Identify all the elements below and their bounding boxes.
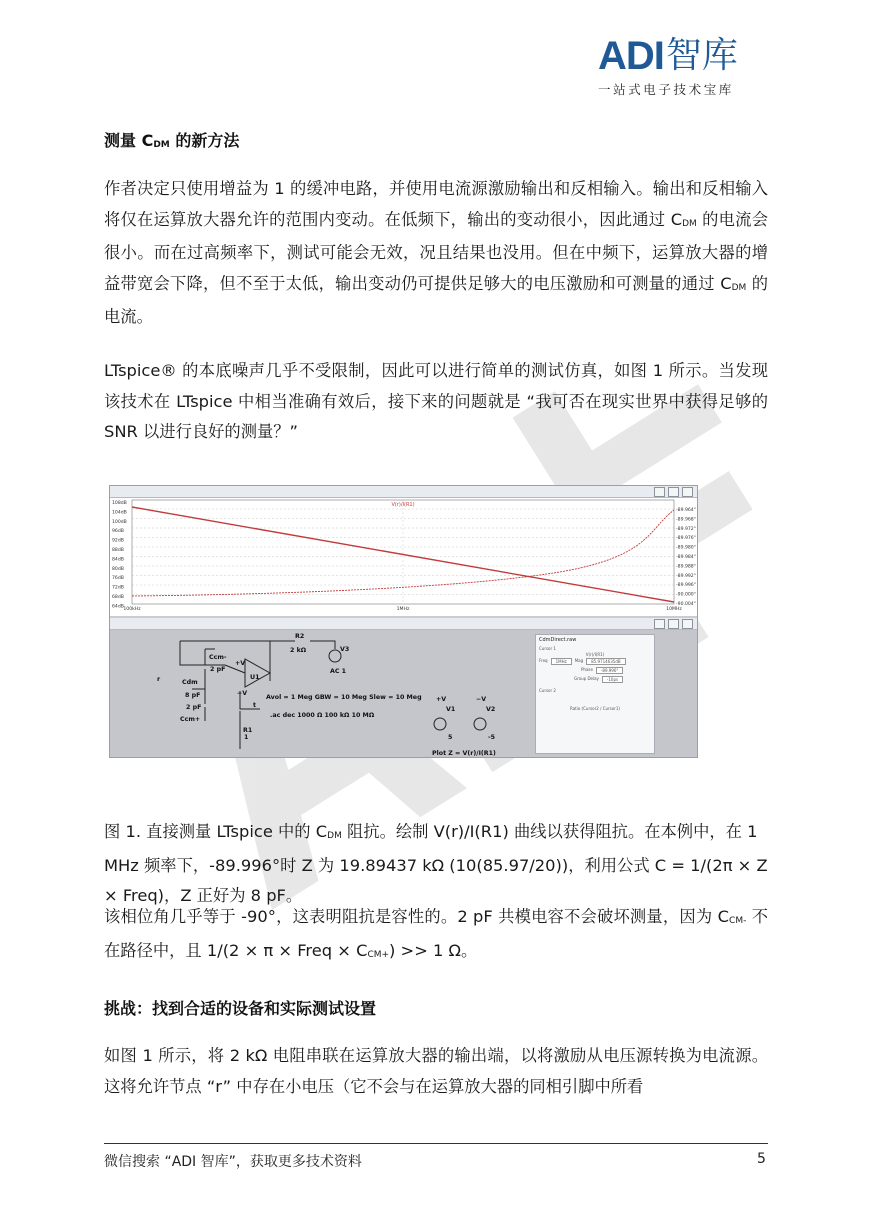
svg-text:V2: V2	[486, 706, 496, 713]
right-axis-tick: -89.992°	[676, 573, 697, 579]
svg-text:r: r	[157, 676, 161, 683]
page-number: 5	[757, 1151, 766, 1167]
bode-plot	[110, 498, 697, 616]
svg-text:+V: +V	[436, 696, 447, 703]
left-axis-tick: 64dB	[112, 604, 124, 610]
cursor-dialog[interactable]: CdmDirect.raw Cursor 1 V(r)/I(R1) Freq 1MHz Mag 85.9714635dB Phase -89.996° Group Delay -10ps Cursor 2 Ratio (Cursor2 / Cursor1)	[535, 634, 655, 754]
left-axis-tick: 72dB	[112, 585, 124, 591]
schematic-window	[110, 618, 697, 757]
right-axis-tick: -89.968°	[676, 517, 697, 523]
minimize-icon[interactable]	[654, 619, 665, 629]
section-heading: 测量 $C_{DM}$ 的新方法	[104, 131, 240, 150]
x-axis-tick: 1MHz	[396, 607, 410, 612]
x-axis-tick: 100kHz	[123, 607, 141, 612]
right-axis-tick: -89.980°	[676, 545, 697, 551]
svg-text:R2: R2	[295, 633, 305, 640]
svg-text:Ccm-: Ccm-	[209, 654, 227, 661]
svg-text:-5: -5	[488, 734, 495, 741]
right-axis-tick: -90.004°	[676, 602, 697, 607]
right-axis-tick: -90.000°	[676, 592, 697, 598]
svg-text:Ccm+: Ccm+	[180, 716, 201, 723]
svg-text:−V: −V	[237, 690, 248, 697]
right-axis-tick: -89.972°	[676, 526, 697, 532]
left-axis-tick: 80dB	[112, 566, 124, 572]
trace-label: V(r)/I(R1)	[391, 502, 415, 508]
paragraph: 该相位角几乎等于 -90°，这表明阻抗是容性的。2 pF 共模电容不会破坏测量，因为 $C_{CM-}$ 不在路径中，且 1/(2 × π × Freq × $C_{CM+}) >> 1$ Ω。	[104, 907, 768, 960]
footer-divider	[104, 1143, 768, 1144]
section-heading-2: 挑战：找到合适的设备和实际测试设置	[104, 999, 377, 1018]
left-axis-tick: 108dB	[112, 501, 127, 506]
dialog-title: CdmDirect.raw	[539, 637, 577, 643]
close-icon[interactable]	[682, 619, 693, 629]
paragraph: 如图 1 所示，将 2 kΩ 电阻串联在运算放大器的输出端，以将激励从电压源转换为电流源。这将允许节点 “r” 中存在小电压（它不会与在运算放大器的同相引脚中所看	[104, 1046, 768, 1096]
left-axis-tick: 84dB	[112, 557, 124, 563]
svg-text:Avol = 1 Meg GBW = 10 Meg Slew: Avol = 1 Meg GBW = 10 Meg Slew = 10 Meg	[266, 694, 422, 701]
svg-text:Plot Z = V(r)/I(R1): Plot Z = V(r)/I(R1)	[432, 750, 496, 757]
right-axis-tick: -89.976°	[676, 536, 697, 542]
svg-text:U1: U1	[250, 674, 260, 681]
logo-brand: ADI	[598, 34, 664, 78]
svg-text:8 pF: 8 pF	[185, 692, 201, 699]
freq-field[interactable]: 1MHz	[551, 658, 572, 665]
svg-text:AC 1: AC 1	[330, 668, 347, 675]
left-axis-tick: 88dB	[112, 548, 124, 553]
svg-text:t: t	[253, 702, 257, 709]
right-axis-tick: -89.964°	[676, 508, 697, 513]
right-axis-tick: -89.984°	[676, 555, 697, 560]
left-axis-tick: 104dB	[112, 510, 127, 516]
left-axis-tick: 100dB	[112, 519, 127, 525]
svg-text:2 pF: 2 pF	[210, 666, 226, 673]
left-axis-tick: 96dB	[112, 529, 124, 535]
svg-text:5: 5	[448, 734, 453, 741]
svg-text:Cdm: Cdm	[182, 679, 198, 686]
svg-text:V3: V3	[340, 646, 350, 653]
plot-window-titlebar	[110, 486, 697, 498]
figure-caption: 图 1. 直接测量 LTspice 中的 $C_{DM}$ 阻抗。绘制 V(r)/I(R1) 曲线以获得阻抗。在本例中，在 1 MHz 频率下，-89.996°时 Z 为 19.89437 kΩ (10(85.97/20))，利用公式 C = 1/(2π × Z × Freq)，Z 正好为 8 pF。	[104, 822, 768, 905]
logo-brand-cn: 智库	[665, 35, 738, 76]
close-icon[interactable]	[682, 487, 693, 497]
svg-text:2 pF: 2 pF	[186, 704, 202, 711]
svg-text:.ac dec 1000 Ω 100 kΩ 10 MΩ: .ac dec 1000 Ω 100 kΩ 10 MΩ	[270, 712, 375, 719]
ltspice-screenshot	[109, 485, 698, 758]
maximize-icon[interactable]	[668, 487, 679, 497]
left-axis-tick: 76dB	[112, 576, 124, 582]
minimize-icon[interactable]	[654, 487, 665, 497]
footer-text: 微信搜索 “ADI 智库”，获取更多技术资料	[104, 1154, 362, 1170]
adi-logo	[598, 34, 768, 98]
svg-text:2 kΩ: 2 kΩ	[290, 647, 307, 654]
svg-text:1: 1	[244, 734, 249, 741]
svg-text:−V: −V	[476, 696, 487, 703]
right-axis-tick: -89.996°	[676, 583, 697, 589]
left-axis-tick: 92dB	[112, 538, 124, 544]
logo-tagline: 一站式电子技术宝库	[598, 82, 734, 97]
right-axis-tick: -89.988°	[676, 564, 697, 570]
left-axis-tick: 68dB	[112, 595, 124, 600]
paragraph: 作者决定只使用增益为 1 的缓冲电路，并使用电流源激励输出和反相输入。输出和反相输入将仅在运算放大器允许的范围内变动。在低频下，输出的变动很小，因此通过 $C_{DM}$ 的电流会很小。而在过高频率下，测试可能会无效，况且结果也没用。但在中频下，运算放大器的增益带宽会下降，但不至于太低，输出变动仍可提供足够大的电压激励和可测量的通过 $C_{DM}$ 的电流。	[104, 179, 768, 326]
svg-text:+V: +V	[235, 660, 246, 667]
maximize-icon[interactable]	[668, 619, 679, 629]
svg-text:R1: R1	[243, 727, 253, 734]
x-axis-tick: 10MHz	[666, 607, 682, 612]
paragraph: LTspice® 的本底噪声几乎不受限制，因此可以进行简单的测试仿真，如图 1 所示。当发现该技术在 LTspice 中相当准确有效后，接下来的问题就是 “我可否在现实世界中获得足够的 SNR 以进行良好的测量？”	[104, 361, 768, 441]
svg-text:V1: V1	[446, 706, 456, 713]
